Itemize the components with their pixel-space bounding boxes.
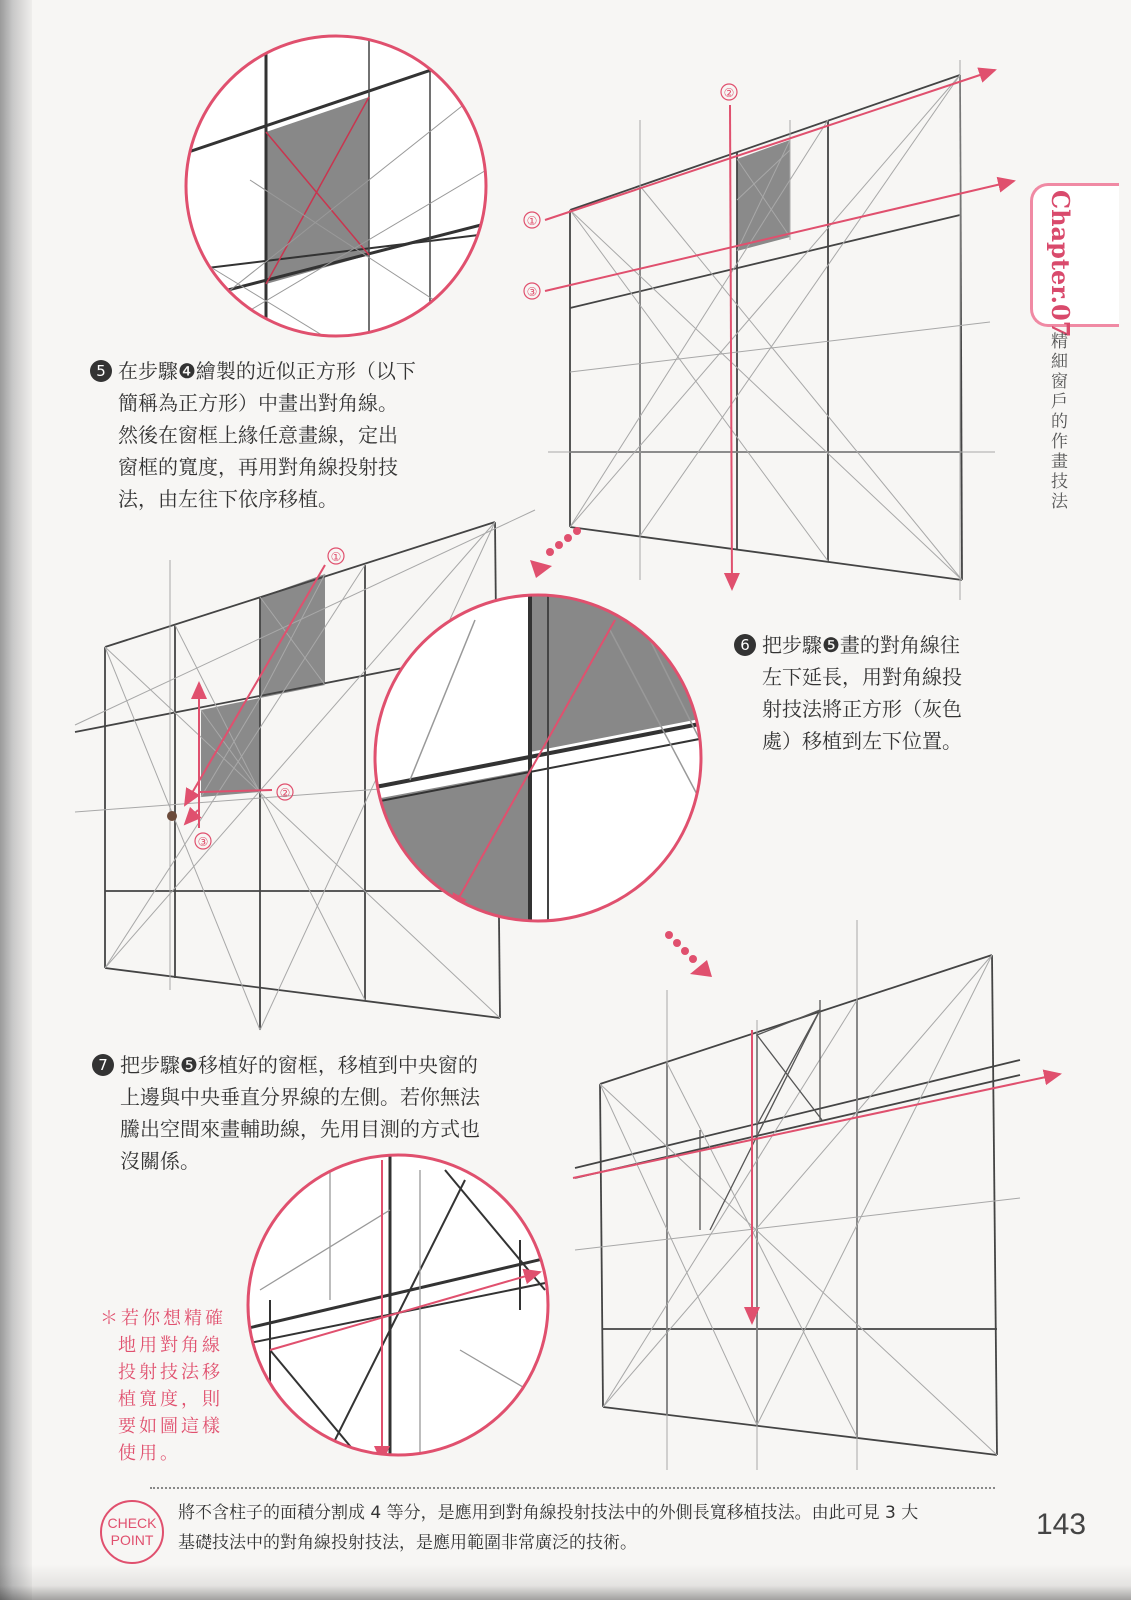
flow-arrow-2 bbox=[665, 931, 712, 977]
step-6-line-3: 射技法將正方形（灰色 bbox=[762, 697, 962, 721]
perspective-wall-step7 bbox=[573, 920, 1060, 1470]
chapter-title: 精細窗戶的作畫技法 bbox=[1047, 332, 1067, 512]
marker-3-top: ③ bbox=[526, 285, 538, 299]
side-note-line-5: 要如圖這樣 bbox=[118, 1416, 223, 1437]
step-7-line-3: 騰出空間來畫輔助線，先用目測的方式也 bbox=[120, 1117, 480, 1141]
step-5-number: 5 bbox=[90, 360, 112, 382]
marker-3-mid: ③ bbox=[197, 835, 209, 849]
step-7-line-4: 沒關係。 bbox=[120, 1149, 200, 1173]
chapter-label: Chapter.07 bbox=[1046, 190, 1075, 338]
side-note-prefix: ＊ bbox=[100, 1308, 121, 1329]
step-5-line-1: 在步驟❹繪製的近似正方形（以下 bbox=[118, 359, 416, 383]
page-number: 143 bbox=[1036, 1508, 1087, 1541]
step-5-text bbox=[90, 355, 416, 515]
step-5-line-2: 簡稱為正方形）中畫出對角線。 bbox=[118, 391, 398, 415]
zoom-circle-step6 bbox=[360, 590, 720, 930]
perspective-wall-step5 bbox=[524, 60, 1014, 600]
step-6-text bbox=[734, 629, 962, 757]
step-7-line-1: 把步驟❺移植好的窗框，移植到中央窗的 bbox=[120, 1053, 478, 1077]
checkpoint-text bbox=[178, 1498, 998, 1558]
step-5-line-5: 法，由左往下依序移植。 bbox=[118, 487, 338, 511]
marker-1-top: ① bbox=[526, 214, 538, 228]
step-6-line-2: 左下延長，用對角線投 bbox=[762, 665, 962, 689]
checkpoint-badge bbox=[100, 1500, 164, 1564]
side-note-line-1: 若你想精確 bbox=[121, 1308, 226, 1329]
checkpoint-badge-bottom: POINT bbox=[110, 1532, 154, 1548]
side-note-line-2: 地用對角線 bbox=[118, 1335, 223, 1356]
checkpoint-line-2: 基礎技法中的對角線投射技法，是應用範圍非常廣泛的技術。 bbox=[178, 1533, 637, 1553]
zoom-circle-step5 bbox=[150, 30, 530, 350]
marker-2-top: ② bbox=[723, 86, 735, 100]
step-7-number: 7 bbox=[92, 1054, 114, 1076]
step-7-text bbox=[92, 1049, 480, 1177]
flow-arrow-1 bbox=[530, 527, 581, 578]
step-6-line-1: 把步驟❺畫的對角線往 bbox=[762, 633, 960, 657]
side-note-line-3: 投射技法移 bbox=[118, 1362, 223, 1383]
marker-1-mid: ① bbox=[330, 550, 342, 564]
checkpoint-badge-top: CHECK bbox=[107, 1515, 157, 1531]
step-5-line-4: 窗框的寬度，再用對角線投射技 bbox=[118, 455, 398, 479]
step-7-line-2: 上邊與中央垂直分界線的左側。若你無法 bbox=[120, 1085, 480, 1109]
zoom-circle-step7 bbox=[240, 1150, 560, 1470]
step-6-number: 6 bbox=[734, 634, 756, 656]
step-6-line-4: 處）移植到左下位置。 bbox=[762, 729, 962, 753]
checkpoint-line-1: 將不含柱子的面積分割成 4 等分，是應用到對角線投射技法中的外側長寬移植技法。由此可見 3 大 bbox=[178, 1503, 919, 1523]
side-note-line-6: 使用。 bbox=[118, 1443, 181, 1464]
step-5-line-3: 然後在窗框上緣任意畫線，定出 bbox=[118, 423, 398, 447]
marker-2-mid: ② bbox=[279, 786, 291, 800]
checkpoint-divider bbox=[150, 1487, 995, 1489]
side-note bbox=[100, 1305, 240, 1467]
page-bottom-shadow bbox=[0, 1564, 1131, 1600]
side-note-line-4: 植寬度，則 bbox=[118, 1389, 223, 1410]
